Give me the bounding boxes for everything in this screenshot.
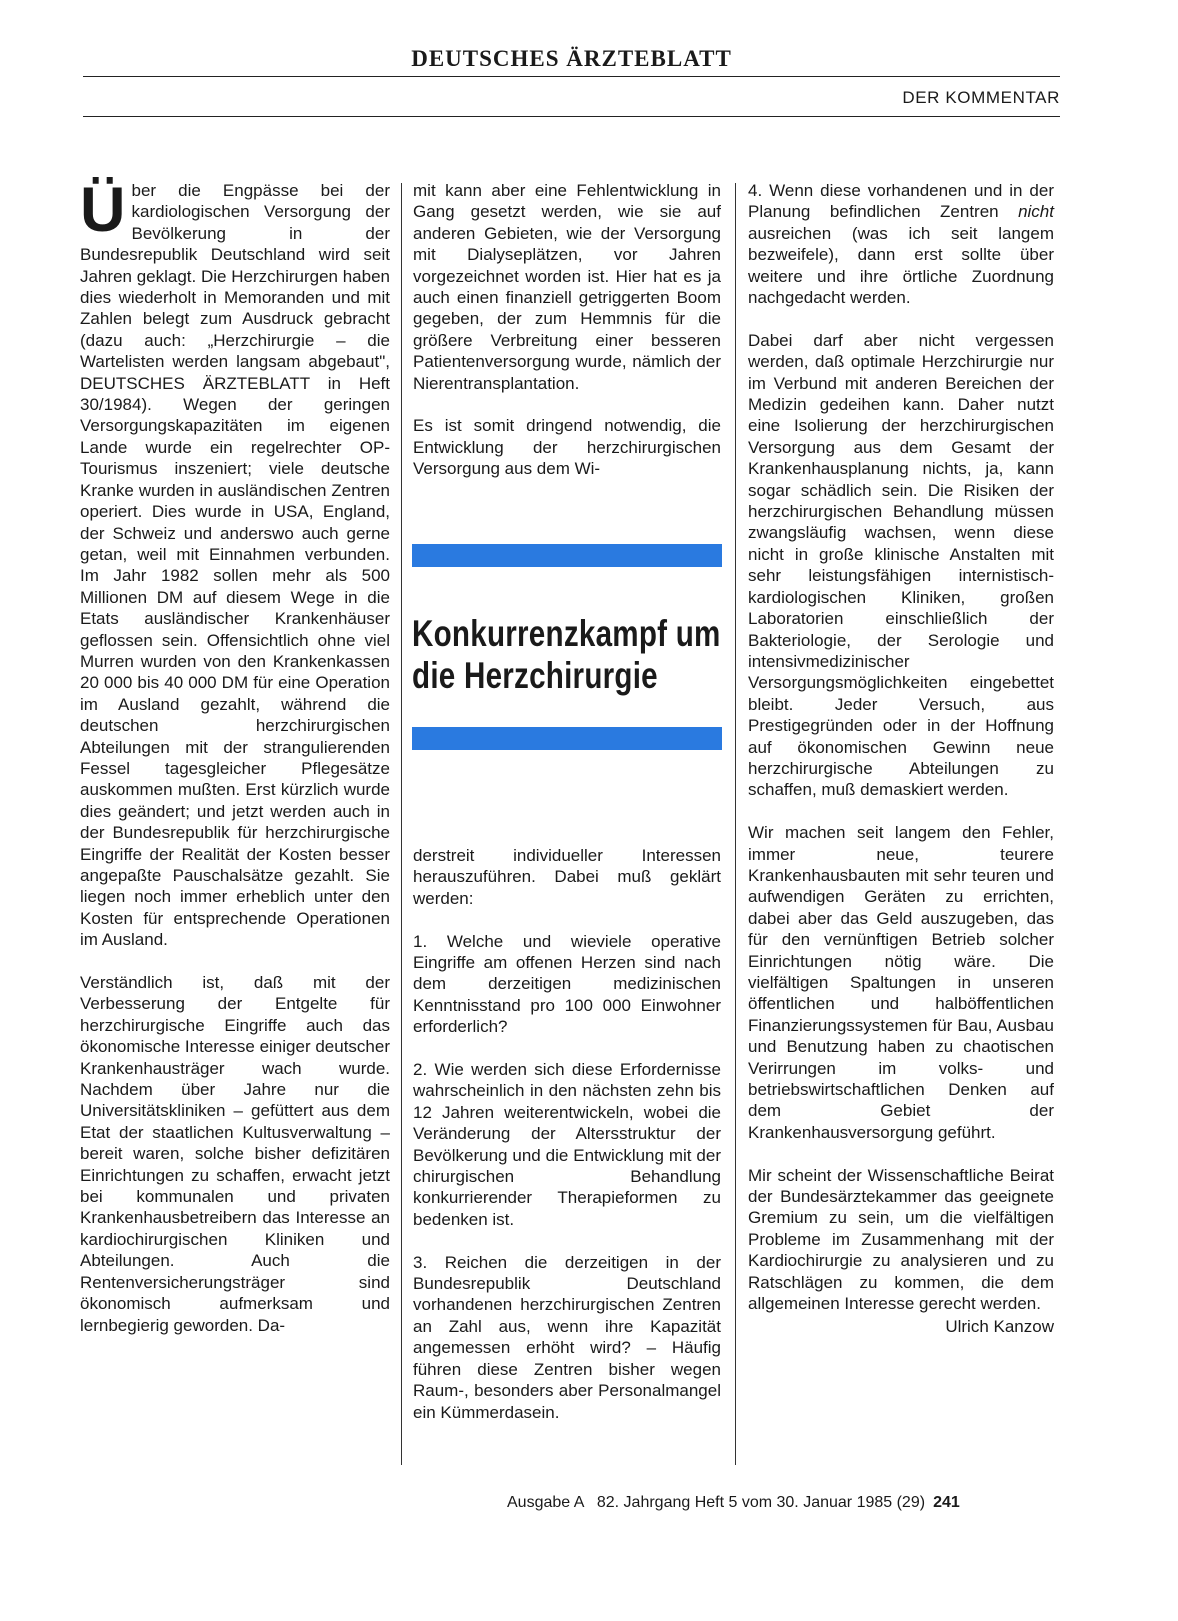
paragraph: Verständlich ist, daß mit der Verbesserung der Entgelte für herzchirurgische Eingriffe auch das ökonomische Interesse einiger deutscher Krankenhausträger wach wurde. Nachdem über Jahre nur die Universitätskliniken – gefüttert aus dem Etat der staatlichen Kultusverwaltung – bereit waren, solche bisher defizitären Einrichtungen zu schaffen, erwacht jetzt bei kommunalen und privaten Krankenhausbetreibern das Interesse an kardiochirurgischen Kliniken und Abteilungen. Auch die Rentenversicherungsträger sind ökonomisch aufmerksam und lernbegierig geworden. Da- xyxy=(80,973,390,1335)
author-signature: Ulrich Kanzow xyxy=(945,1317,1054,1337)
emphasis: nicht xyxy=(1018,202,1054,222)
question-4 xyxy=(748,180,1054,308)
text: 4. Wenn diese vorhandenen und in der Planung befindlichen Zentren xyxy=(748,181,1054,222)
article-column-2-bottom xyxy=(413,845,721,1444)
article-column-3 xyxy=(748,180,1054,1338)
paragraph xyxy=(80,175,390,951)
text: ausreichen (was ich seit langem bezweifele), dann erst sollte über weitere und ihre örtliche Zuordnung nachgedacht werden. xyxy=(748,223,1054,308)
article-column-2-top xyxy=(413,180,721,501)
accent-bar-top xyxy=(412,544,722,567)
paragraph: derstreit individueller Interessen herauszuführen. Dabei muß geklärt werden: xyxy=(413,846,721,908)
paragraph: Wir machen seit langem den Fehler, immer neue, teurere Krankenhausbauten mit sehr teuren und aufwendigen Geräten zu errichten, dabei aber das Geld auszugeben, das für den vernünftigen Betrieb solcher Einrichtungen nötig wäre. Die vielfältigen Spaltungen in unseren öffentlichen und halböffentlichen Finanzierungssystemen für Bau, Ausbau und Benutzung haben zu chaotischen Verirrungen im volks- und betriebswirtschaftlichen Denken auf dem Gebiet der Krankenhausversorgung geführt. xyxy=(748,823,1054,1142)
column-divider-right xyxy=(735,183,736,1465)
accent-bar-bottom xyxy=(412,727,722,750)
question-1: 1. Welche und wieviele operative Eingriffe am offenen Herzen sind nach dem derzeitigen medizinischen Kenntnisstand pro 100 000 Einwohner erforderlich? xyxy=(413,931,721,1037)
drop-cap: Ü xyxy=(80,175,126,245)
paragraph: Mir scheint der Wissenschaftliche Beirat der Bundesärztekammer das geeignete Gremium zu sein, um die vielfältigen Probleme im Zusammenhang mit der Kardiochirurgie zu analysieren und zu Ratschlägen zu kommen, die dem allgemeinen Interesse gerecht werden. xyxy=(748,1165,1054,1314)
question-3: 3. Reichen die derzeitigen in der Bundesrepublik Deutschland vorhandenen herzchirurgischen Zentren an Zahl aus, wenn ihre Kapazität angemessen erhöht wird? – Häufig führen diese Zentren bisher wegen Raum-, besonders aber Personalmangel ein Kümmerdasein. xyxy=(413,1252,721,1422)
section-rule xyxy=(83,116,1060,117)
paragraph-text: ber die Engpässe bei der kardiologischen Versorgung der Bevölkerung in der Bundesrepublik Deutschland wird seit Jahren geklagt. Die Herzchirurgen haben dies wiederholt in Memoranden und mit Zahlen belegt zum Ausdruck gebracht (dazu auch: „Herzchirurgie – die Wartelisten werden langsam abgebaut", DEUTSCHES ÄRZTEBLATT in Heft 30/1984). Wegen der geringen Versorgungskapazitäten im eigenen Lande wurde ein regelrechter OP-Tourismus inszeniert; viele deutsche Kranke wurden in ausländischen Zentren operiert. Dies wurde in USA, England, der Schweiz und anderswo auch gerne getan, weil mit Einnahmen verbunden. Im Jahr 1982 sollen mehr als 500 Millionen DM auf diesem Wege in die Etats ausländischer Krankenhäuser geflossen sein. Offensichtlich ohne viel Murren wurden von den Krankenkassen 20 000 bis 40 000 DM für eine Operation im Ausland gezahlt, während die deutschen herzchirurgischen Abteilungen mit der strangulierenden Fessel tagesgleicher Pflegesätze auskommen mußten. Erst kürzlich wurde dies geändert; und jetzt werden auch in der Bundesrepublik für herzchirurgische Eingriffe der Realität der Kosten besser angepaßte Pauschalsätze gezahlt. Sie liegen noch immer erheblich unter den Kosten für entsprechende Operationen im Ausland. xyxy=(80,181,390,950)
column-divider-left xyxy=(401,183,402,1465)
question-2: 2. Wie werden sich diese Erfordernisse wahrscheinlich in den nächsten zehn bis 12 Jahren weiterentwickeln, wobei die Veränderung der Altersstruktur der Bevölkerung und die Entwicklung mit der chirurgischen Behandlung konkurrierender Therapieformen zu bedenken ist. xyxy=(413,1060,721,1229)
paragraph: mit kann aber eine Fehlentwicklung in Gang gesetzt werden, wie sie auf anderen Gebieten, wie der Versorgung mit Dialyseplätzen, vor Jahren vorgezeichnet worden ist. Hier hat es ja auch einen finanziell getriggerten Boom gegeben, der zum Hemmnis für die größere Verbreitung einer besseren Patientenversorgung wurde, nämlich der Nierentransplantation. xyxy=(413,181,721,393)
issue-info: Ausgabe A 82. Jahrgang Heft 5 vom 30. Januar 1985 (29) xyxy=(507,1494,926,1511)
headline-box xyxy=(412,544,724,750)
page-footer xyxy=(507,1494,1057,1512)
page-number: 241 xyxy=(933,1494,960,1511)
paragraph: Dabei darf aber nicht vergessen werden, daß optimale Herzchirurgie nur im Verbund mit anderen Bereichen der Medizin gedeihen kann. Daher nutzt eine Isolierung der herzchirurgischen Versorgung aus dem Gesamt der Krankenhausplanung nichts, ja, kann sogar schädlich sein. Die Risiken der herzchirurgischen Behandlung müssen zwangsläufig wachsen, wenn diese nicht in große klinische Anstalten mit sehr leistungsfähigen internistisch-kardiologischen Kliniken, großen Laboratorien einschließlich der Bakteriologie, der Serologie und intensivmedizinischer Versorgungsmöglichkeiten eingebettet bleibt. Jeder Versuch, aus Prestigegründen oder in der Hoffnung auf ökonomischen Gewinn neue herzchirurgische Abteilungen zu schaffen, muß demaskiert werden. xyxy=(748,330,1054,800)
article-column-1 xyxy=(80,175,390,1357)
masthead-title: DEUTSCHES ÄRZTEBLATT xyxy=(411,46,732,71)
masthead-rule xyxy=(83,76,1060,77)
section-label: DER KOMMENTAR xyxy=(902,88,1060,107)
paragraph: Es ist somit dringend notwendig, die Entwicklung der herzchirurgischen Versorgung aus dem Wi- xyxy=(413,416,721,479)
article-headline: Konkurrenzkampf um die Herzchirurgie xyxy=(412,613,721,696)
